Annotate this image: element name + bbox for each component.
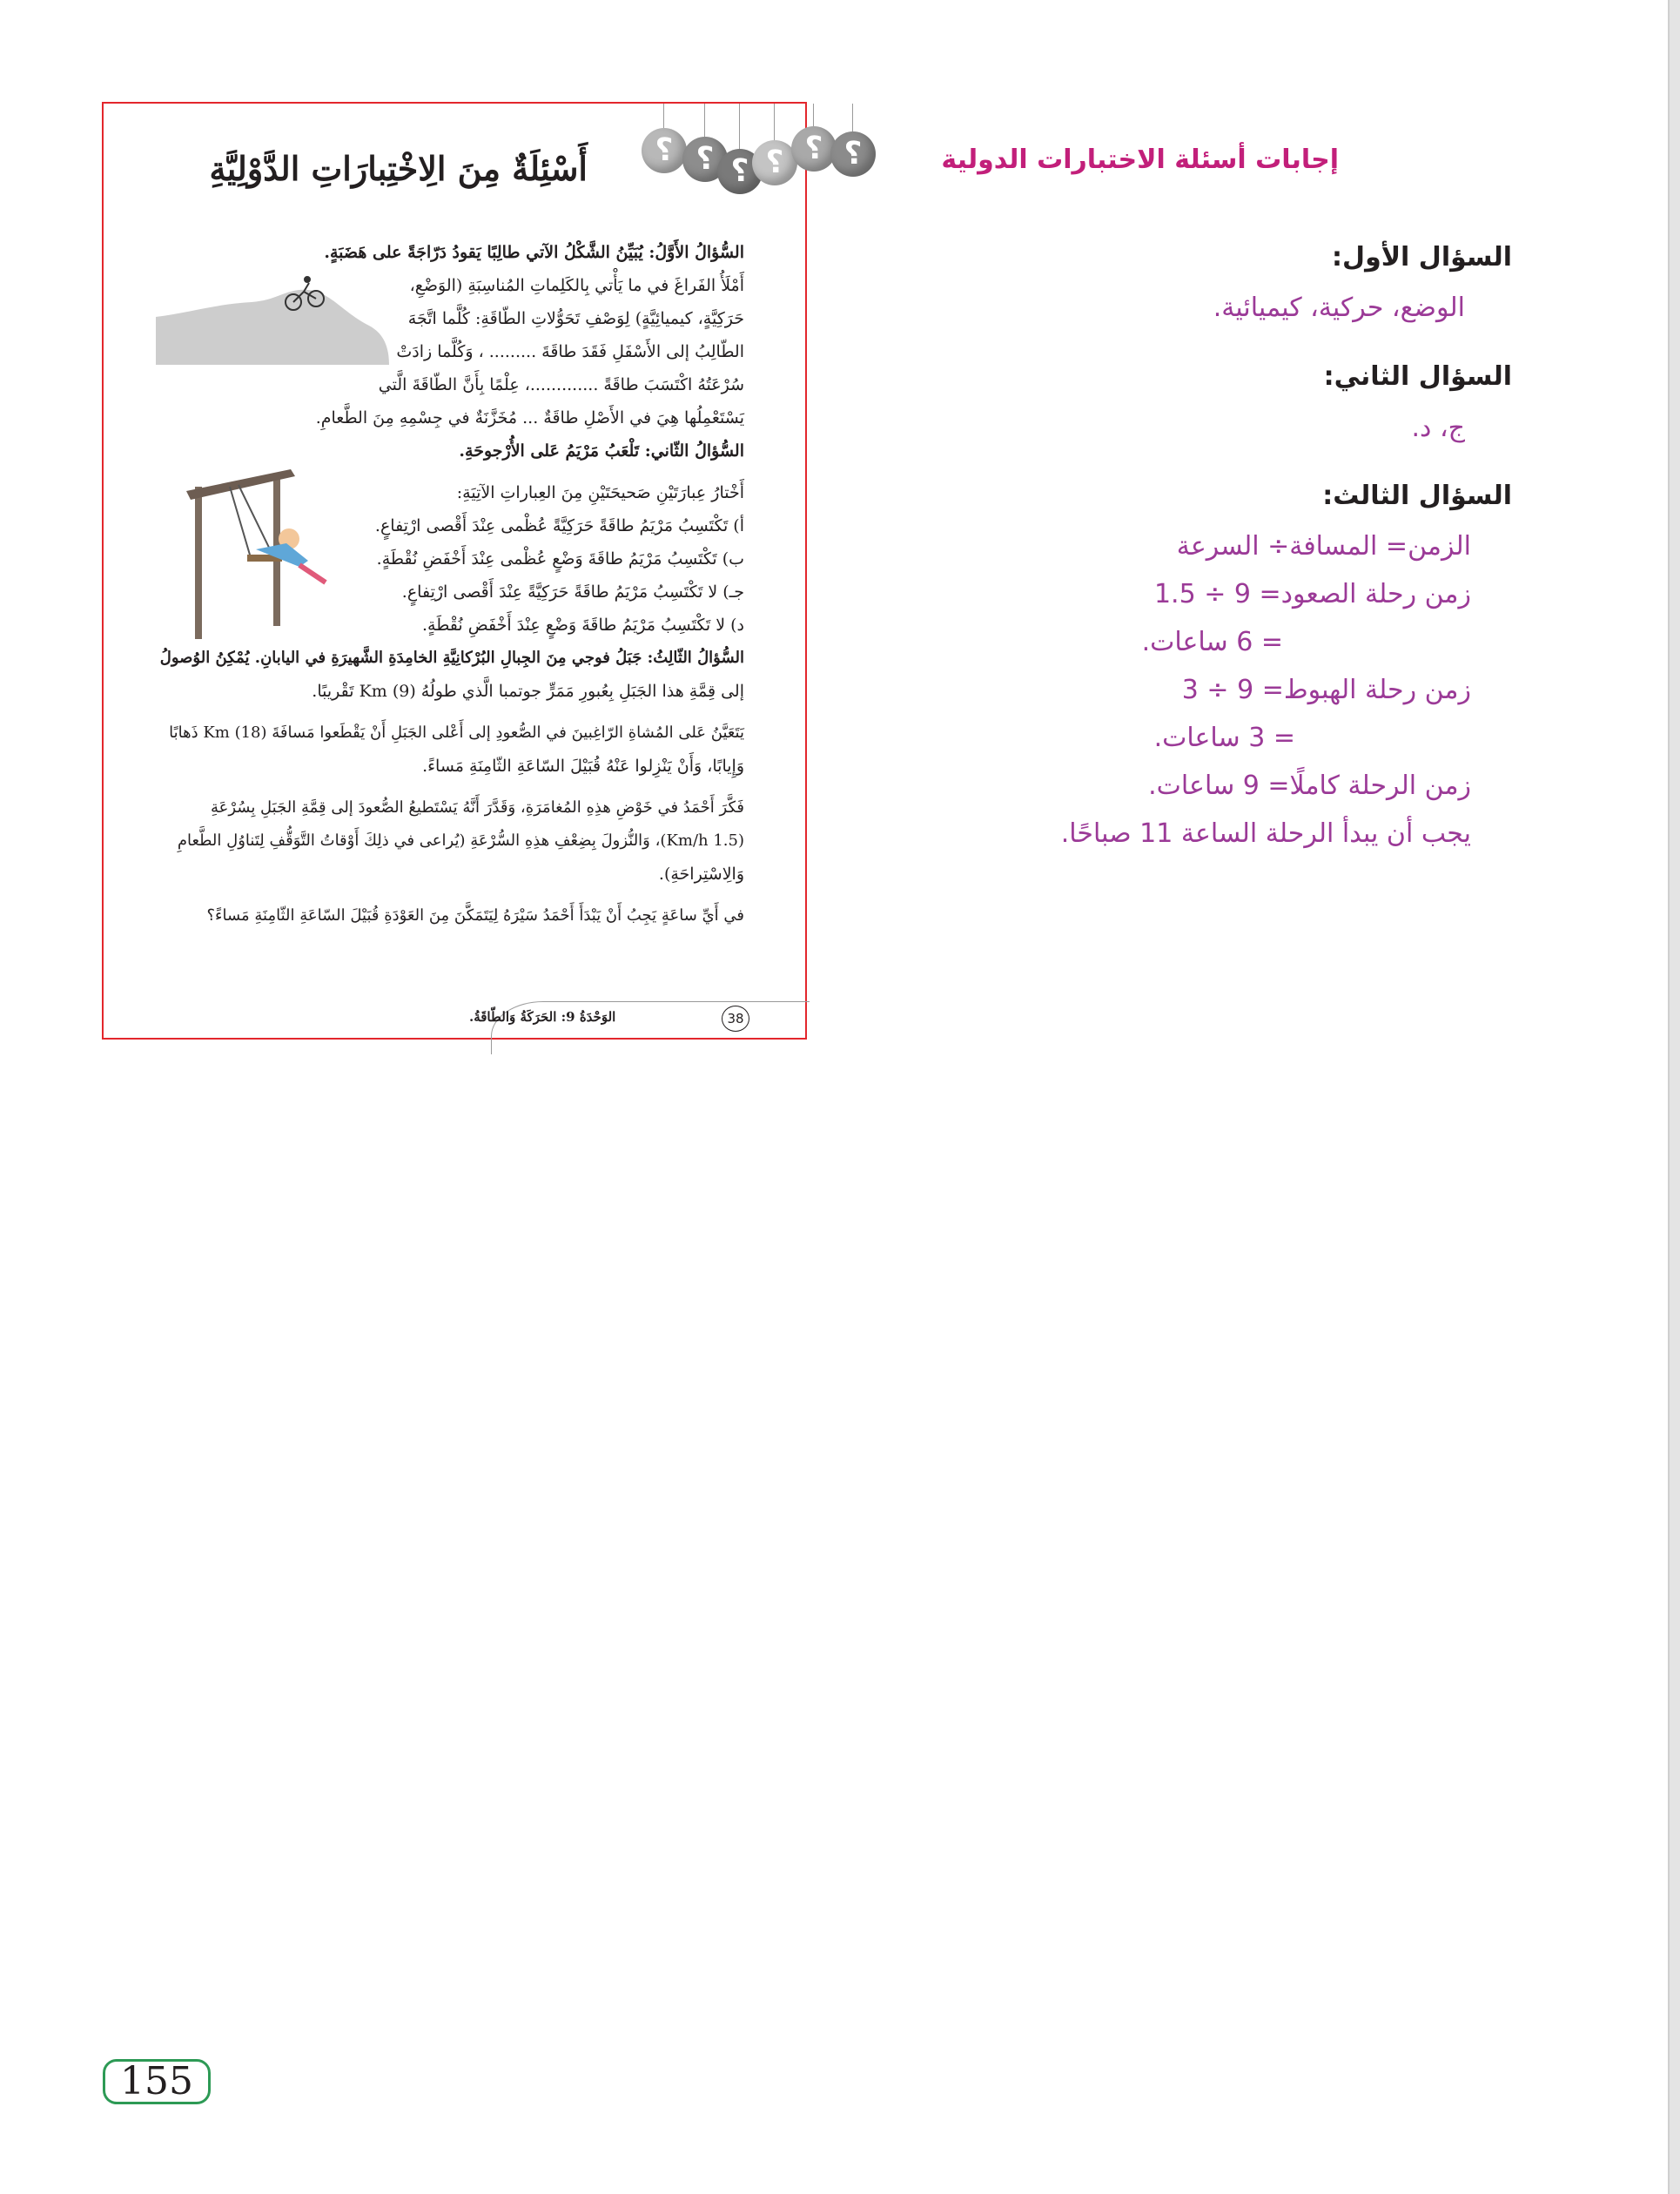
book-page-title: أَسْئِلَةٌ مِنَ الِاخْتِبارَاتِ الدَّوْلِيَّةِ: [209, 149, 588, 188]
question-2-label: السؤال الثاني:: [1323, 361, 1512, 392]
question-2-heading: السُّؤالُ الثّاني: تَلْعَبُ مَرْيَمُ عَلى الأُرْجوحَةِ.: [459, 441, 744, 461]
option-c: جـ) لا تَكْتَسِبُ مَرْيَمُ طاقَةً حَرَكِيَّةً عِنْدَ أَقْصى ارْتِفاعٍ.: [401, 582, 744, 602]
text-line: حَرَكِيَّةٍ، كيميائِيَّةٍ) لِوَصْفِ تَحَوُّلاتِ الطّاقَةِ: كُلَّما اتَّجَهَ: [407, 309, 744, 328]
question-2-answer: ج، د.: [1411, 413, 1465, 443]
answer-line: الزمن= المسافة÷ السرعة: [1176, 531, 1471, 562]
text-line: وَالِاسْتِراحَةِ).: [658, 865, 744, 884]
question-bubble-icon: ؟: [642, 128, 687, 173]
final-question: في أَيِّ ساعَةٍ يَجِبُ أَنْ يَبْدَأَ أَحْمَدُ سَيْرَهُ لِيَتَمَكَّنَ مِنَ العَوْدَةِ قُبَيْلَ السّاعَةِ الثّامِنَةِ مَساءً؟: [206, 906, 744, 925]
page-edge-strip: [1670, 0, 1680, 2194]
answer-line: = 6 ساعات.: [1141, 627, 1283, 657]
option-a: أ) تَكْتَسِبُ مَرْيَمُ طاقَةً حَرَكِيَّةً عُظْمى عِنْدَ أَقْصى ارْتِفاعٍ.: [374, 516, 744, 535]
text-line: يَسْتَعْمِلُها هِيَ في الأَصْلِ طاقَةٌ ... مُخَزَّنَةٌ في جِسْمِهِ مِنَ الطَّعامِ.: [315, 408, 744, 427]
answer-line: زمن الرحلة كاملًا= 9 ساعات.: [1148, 771, 1471, 801]
text-line: وَإِيابًا، وَأَنْ يَنْزِلوا عَنْهُ قُبَيْلَ السّاعَةِ الثّامِنَةِ مَساءً.: [422, 757, 744, 776]
book-questions: [152, 236, 744, 932]
answer-line: زمن رحلة الصعود= 9 ÷ 1.5: [1153, 579, 1471, 609]
text-line: يَتَعَيَّنُ عَلى المُشاةِ الرّاغِبينَ في الصُّعودِ إلى أَعْلى الجَبَلِ أَنْ يَقْطَعوا مَسافَةَ Km (18) ذَهابًا: [169, 723, 744, 742]
answer-line: زمن رحلة الهبوط= 9 ÷ 3: [1181, 675, 1471, 705]
question-3-heading: السُّؤالُ الثّالِثُ: جَبَلُ فوجي مِنَ الجِبالِ البُرْكانِيَّةِ الخامِدَةِ الشَّهيرَةِ في اليابانِ. يُمْكِنُ الوُصولُ: [159, 649, 744, 667]
option-d: د) لا تَكْتَسِبُ مَرْيَمُ طاقَةَ وَضْعٍ عِنْدَ أَخْفَضِ نُقْطَةٍ.: [421, 616, 744, 635]
book-footer: الوَحْدَةُ 9: الحَرَكَةُ وَالطّاقَةُ.: [469, 1009, 616, 1025]
text-line: أَخْتارُ عِبارَتَيْنِ صَحيحَتَيْنِ مِنَ العِباراتِ الآتِيَةِ:: [456, 483, 744, 502]
text-line: إلى قِمَّةِ هذا الجَبَلِ بِعُبورِ مَمَرٍّ جوتمبا الَّذي طولُهُ Km (9) تَقْريبًا.: [312, 682, 744, 701]
text-line: (Km/h 1.5)، وَالنُّزولَ بِضِعْفِ هذِهِ السُّرْعَةِ (يُراعى في ذلِكَ أَوْقاتُ التَّوَقُّفِ لِتَناوُلِ الطَّعامِ: [177, 831, 744, 850]
question-bubble-icon: ؟: [752, 140, 797, 185]
textbook-page: [102, 102, 863, 1040]
question-1-label: السؤال الأول:: [1332, 242, 1512, 273]
answer-conclusion: يجب أن يبدأ الرحلة الساعة 11 صباحًا.: [1060, 818, 1471, 849]
page-number-badge: 155: [103, 2059, 211, 2104]
text-line: فَكَّرَ أَحْمَدُ في خَوْضِ هذِهِ المُغامَرَةِ، وَقَدَّرَ أَنَّهُ يَسْتَطيعُ الصُّعودَ إلى قِمَّةِ الجَبَلِ بِسُرْعَةِ: [210, 798, 744, 817]
question-bubble-icon: ؟: [682, 137, 728, 182]
question-3-label: السؤال الثالث:: [1322, 481, 1512, 511]
question-bubble-icon: ؟: [830, 131, 876, 177]
text-line: أَمْلَأُ الفَراغَ في ما يَأْتي بِالكَلِماتِ المُناسِبَةِ (الوَضْعِ،: [409, 276, 744, 295]
answers-title: إجابات أسئلة الاختبارات الدولية: [941, 145, 1339, 175]
text-line: الطّالِبُ إلى الأَسْفَلِ فَقَدَ طاقَةَ ......... ، وَكُلَّما زادَتْ: [396, 342, 744, 361]
question-bubble-icon: ؟: [791, 126, 837, 172]
option-b: ب) تَكْتَسِبُ مَرْيَمُ طاقَةَ وَضْعٍ عُظْمى عِنْدَ أَخْفَضِ نُقْطَةٍ.: [376, 549, 744, 569]
book-page-number: 38: [722, 1006, 749, 1032]
question-bubble-icon: ؟: [717, 149, 763, 194]
question-1-heading: السُّؤالُ الأَوَّلُ: يُبَيِّنُ الشَّكْلُ الآتي طالِبًا يَقودُ دَرّاجَةً على هَضَبَةٍ.: [324, 243, 744, 262]
answer-line: = 3 ساعات.: [1153, 723, 1295, 753]
text-line: سُرْعَتُهُ اكْتَسَبَ طاقَةً .............، عِلْمًا بِأَنَّ الطّاقَةَ الَّتي: [378, 375, 744, 394]
question-1-answer: الوضع، حركية، كيميائية.: [1213, 293, 1465, 323]
